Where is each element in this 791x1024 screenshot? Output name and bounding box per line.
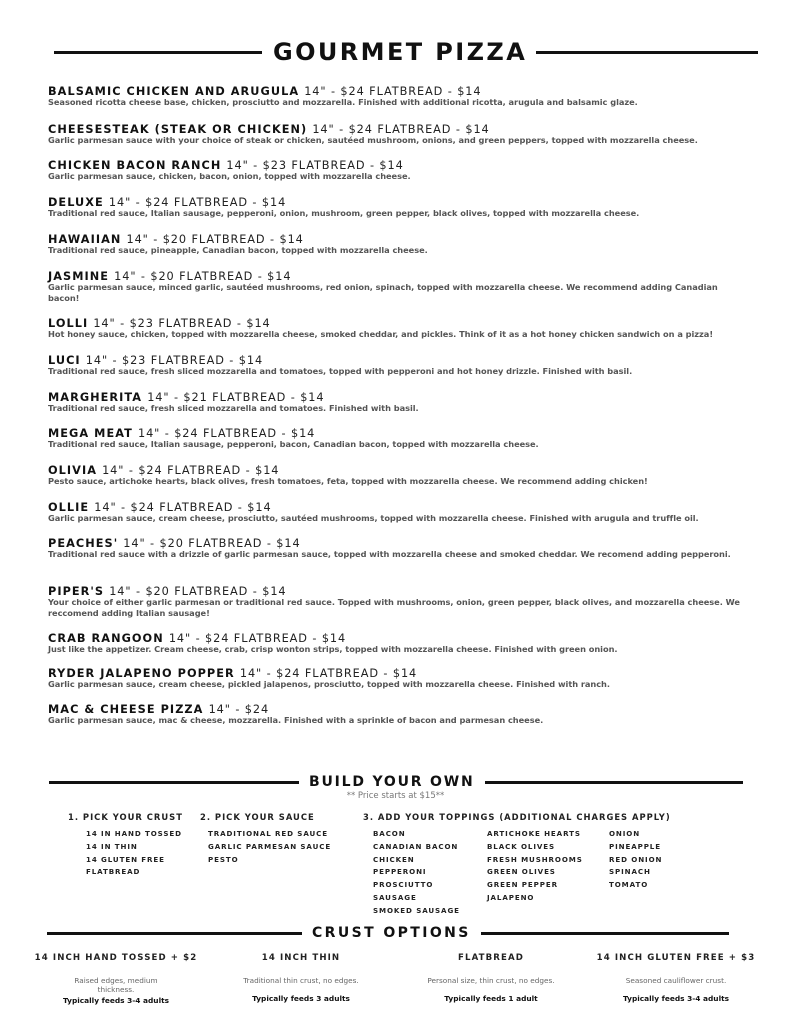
pizza-name: RYDER JALAPENO POPPER bbox=[48, 667, 235, 680]
pizza-name: HAWAIIAN bbox=[48, 233, 122, 246]
pizza-price: 14" - $24 bbox=[208, 703, 270, 716]
pizza-description: Hot honey sauce, chicken, topped with mozzarella cheese, smoked cheddar, and pickles. Think of it as a hot honey chicken sandwich on a pizza! bbox=[48, 329, 714, 339]
pizza-description: Traditional red sauce with a drizzle of garlic parmesan sauce, topped with mozzarella cheese and smoked cheddar. We recomend adding pepperoni. bbox=[48, 549, 731, 559]
pizza-header bbox=[48, 629, 748, 644]
topping-option: ONION bbox=[609, 829, 641, 838]
pizza-name: BALSAMIC CHICKEN AND ARUGULA bbox=[48, 85, 300, 98]
topping-option: PEPPERONI bbox=[373, 867, 427, 877]
topping-option: PROSCIUTTO bbox=[373, 880, 434, 890]
pizza-price: 14" - $23 FLATBREAD - $14 bbox=[93, 317, 271, 330]
pizza-price: 14" - $24 FLATBREAD - $14 bbox=[168, 632, 347, 645]
pizza-item bbox=[48, 582, 748, 619]
pizza-header bbox=[48, 424, 748, 439]
sauce-option: TRADITIONAL RED SAUCE bbox=[208, 829, 329, 838]
pizza-description: Traditional red sauce, pineapple, Canadian bacon, topped with mozzarella cheese. bbox=[48, 245, 428, 255]
pizza-name: MEGA MEAT bbox=[48, 427, 133, 440]
pizza-header bbox=[48, 193, 748, 208]
topping-option: BACON bbox=[373, 829, 406, 838]
pizza-header bbox=[48, 582, 748, 597]
crust-feeds: Typically feeds 3-4 adults bbox=[622, 994, 730, 1003]
toppings-column-3 bbox=[609, 828, 662, 892]
sauce-option: PESTO bbox=[208, 854, 239, 864]
pizza-description: Traditional red sauce, Italian sausage, pepperoni, bacon, Canadian bacon, topped with mozzarella cheese. bbox=[48, 439, 539, 449]
pizza-price: 14" - $20 FLATBREAD - $14 bbox=[126, 233, 304, 246]
pizza-description: Your choice of either garlic parmesan or traditional red sauce. Topped with mushrooms, onion, green pepper, black olives, and mozzarella cheese. We reccomend adding Italian sausage! bbox=[48, 597, 740, 618]
crust-description: Personal size, thin crust, no edges. bbox=[427, 976, 555, 985]
sauce-option: GARLIC PARMESAN SAUCE bbox=[208, 841, 332, 851]
crust-feeds: Typically feeds 3-4 adults bbox=[62, 996, 170, 1005]
pizza-name: CHEESESTEAK (STEAK OR CHICKEN) bbox=[48, 123, 308, 136]
crust-option: FLATBREAD bbox=[86, 867, 141, 877]
topping-option: SAUSAGE bbox=[373, 892, 417, 902]
pizza-header bbox=[48, 120, 748, 135]
pizza-item bbox=[48, 193, 748, 219]
toppings-column-1 bbox=[373, 828, 460, 918]
pizza-item bbox=[48, 267, 748, 304]
topping-option: ARTICHOKE HEARTS bbox=[487, 829, 581, 838]
crust-feeds: Typically feeds 3 adults bbox=[252, 994, 350, 1003]
crust-name: 14 INCH THIN bbox=[261, 953, 341, 963]
topping-option: CANADIAN BACON bbox=[373, 841, 459, 851]
topping-option: GREEN PEPPER bbox=[487, 880, 558, 890]
price-note: ** Price starts at $15** bbox=[346, 791, 445, 801]
pizza-price: 14" - $20 FLATBREAD - $14 bbox=[109, 585, 287, 598]
pizza-description: Traditional red sauce, fresh sliced mozzarella and tomatoes, topped with pepperoni and hot honey drizzle. Finished with basil. bbox=[48, 366, 633, 376]
pizza-name: OLIVIA bbox=[48, 464, 97, 477]
topping-option: FRESH MUSHROOMS bbox=[487, 854, 583, 864]
pizza-header bbox=[48, 156, 748, 171]
divider-line bbox=[49, 781, 299, 784]
crust-option-list bbox=[86, 828, 182, 879]
pizza-header bbox=[48, 267, 748, 282]
pizza-header bbox=[48, 82, 748, 97]
pizza-header bbox=[48, 664, 748, 679]
pizza-description: Garlic parmesan sauce, minced garlic, sautéed mushrooms, red onion, spinach, topped with mozzarella cheese. We recommend adding Canadian bacon! bbox=[48, 282, 718, 303]
pizza-price: 14" - $23 FLATBREAD - $14 bbox=[85, 354, 264, 367]
pizza-description: Pesto sauce, artichoke hearts, black olives, fresh tomatoes, feta, topped with mozzarella cheese. We recommend adding chicken! bbox=[48, 476, 648, 486]
toppings-title: 3. ADD YOUR TOPPINGS (ADDITIONAL CHARGES APPLY) bbox=[363, 812, 671, 822]
gourmet-pizza-header bbox=[0, 38, 791, 66]
pizza-description: Garlic parmesan sauce, chicken, bacon, onion, topped with mozzarella cheese. bbox=[48, 171, 411, 181]
pizza-description: Just like the appetizer. Cream cheese, crab, crisp wonton strips, topped with mozzarella cheese. Finished with green onion. bbox=[48, 644, 618, 654]
pizza-name: LUCI bbox=[48, 354, 81, 367]
pizza-description: Garlic parmesan sauce, cream cheese, pickled jalapenos, prosciutto, topped with mozzarella cheese. Finished with ranch. bbox=[48, 679, 610, 689]
pizza-description: Traditional red sauce, Italian sausage, pepperoni, onion, mushroom, green pepper, black olives, topped with mozzarella cheese. bbox=[48, 208, 640, 218]
pizza-price: 14" - $24 FLATBREAD - $14 bbox=[312, 123, 490, 136]
pizza-item bbox=[48, 700, 748, 726]
topping-option: JALAPENO bbox=[487, 892, 535, 902]
topping-option: SPINACH bbox=[609, 867, 651, 877]
pizza-header bbox=[48, 314, 748, 329]
section-title: BUILD YOUR OWN bbox=[309, 774, 475, 790]
sauce-option-list bbox=[208, 828, 331, 866]
pizza-item bbox=[48, 120, 748, 146]
pizza-header bbox=[48, 230, 748, 245]
divider-line bbox=[47, 932, 302, 935]
pizza-item bbox=[48, 664, 748, 690]
pizza-header bbox=[48, 700, 748, 715]
pizza-price: 14" - $23 FLATBREAD - $14 bbox=[226, 159, 404, 172]
pizza-description: Garlic parmesan sauce with your choice of steak or chicken, sautéed mushroom, onions, and green peppers, topped with mozzarella cheese. bbox=[48, 135, 698, 145]
pizza-item bbox=[48, 314, 748, 340]
pizza-header bbox=[48, 461, 748, 476]
section-title: GOURMET PIZZA bbox=[273, 38, 528, 66]
crust-name: 14 INCH GLUTEN FREE + $3 bbox=[596, 953, 756, 963]
pizza-item bbox=[48, 156, 748, 182]
topping-option: CHICKEN bbox=[373, 854, 415, 864]
pizza-name: JASMINE bbox=[48, 270, 110, 283]
divider-line bbox=[54, 51, 262, 54]
crust-option-hand-tossed bbox=[30, 953, 202, 1005]
crust-option: 14 IN THIN bbox=[86, 841, 138, 851]
topping-option: TOMATO bbox=[609, 880, 649, 890]
pizza-description: Garlic parmesan sauce, mac & cheese, mozzarella. Finished with a sprinkle of bacon and parmesan cheese. bbox=[48, 715, 544, 725]
pick-sauce-title: 2. PICK YOUR SAUCE bbox=[200, 812, 315, 822]
pizza-price: 14" - $24 FLATBREAD - $14 bbox=[94, 501, 272, 514]
pizza-description: Traditional red sauce, fresh sliced mozzarella and tomatoes. Finished with basil. bbox=[48, 403, 419, 413]
divider-line bbox=[481, 932, 729, 935]
pizza-header bbox=[48, 534, 748, 549]
topping-option: BLACK OLIVES bbox=[487, 841, 556, 851]
pizza-header bbox=[48, 498, 748, 513]
topping-option: SMOKED SAUSAGE bbox=[373, 905, 460, 915]
pizza-item bbox=[48, 82, 748, 108]
crust-description: Seasoned cauliflower crust. bbox=[625, 976, 727, 985]
crust-option: 14 GLUTEN FREE bbox=[86, 854, 165, 864]
crust-description: Raised edges, medium thickness. bbox=[74, 976, 158, 994]
pick-crust-title: 1. PICK YOUR CRUST bbox=[68, 812, 183, 822]
pizza-item bbox=[48, 629, 748, 655]
pizza-name: LOLLI bbox=[48, 317, 89, 330]
pizza-description: Seasoned ricotta cheese base, chicken, prosciutto and mozzarella. Finished with additional ricotta, arugula and balsamic glaze. bbox=[48, 97, 638, 107]
pizza-name: OLLIE bbox=[48, 501, 90, 514]
build-your-own-header bbox=[0, 774, 791, 790]
crust-option: 14 IN HAND TOSSED bbox=[86, 829, 182, 838]
pizza-price: 14" - $24 FLATBREAD - $14 bbox=[108, 196, 287, 209]
crust-option-flatbread bbox=[405, 953, 577, 1003]
pizza-item bbox=[48, 534, 748, 560]
divider-line bbox=[536, 51, 758, 54]
crust-name: 14 INCH HAND TOSSED + $2 bbox=[34, 953, 198, 963]
pizza-price: 14" - $24 FLATBREAD - $14 bbox=[137, 427, 316, 440]
pizza-price: 14" - $20 FLATBREAD - $14 bbox=[123, 537, 301, 550]
pizza-price: 14" - $20 FLATBREAD - $14 bbox=[114, 270, 292, 283]
pizza-header bbox=[48, 388, 748, 403]
crust-name: FLATBREAD bbox=[458, 953, 524, 963]
crust-option-thin bbox=[215, 953, 387, 1003]
topping-option: GREEN OLIVES bbox=[487, 867, 556, 877]
pizza-item bbox=[48, 498, 748, 524]
topping-option: PINEAPPLE bbox=[609, 841, 661, 851]
divider-line bbox=[485, 781, 743, 784]
crust-options-header bbox=[0, 925, 791, 941]
pizza-item bbox=[48, 388, 748, 414]
pizza-description: Garlic parmesan sauce, cream cheese, prosciutto, sautéed mushrooms, topped with mozzarella cheese. Finished with arugula and truffle oil. bbox=[48, 513, 699, 523]
pizza-name: DELUXE bbox=[48, 196, 104, 209]
crust-option-gluten-free bbox=[590, 953, 762, 1003]
pizza-item bbox=[48, 424, 748, 450]
pizza-name: CRAB RANGOON bbox=[48, 632, 164, 645]
pizza-header bbox=[48, 351, 748, 366]
crust-feeds: Typically feeds 1 adult bbox=[444, 994, 538, 1003]
pizza-price: 14" - $21 FLATBREAD - $14 bbox=[147, 391, 325, 404]
pizza-name: CHICKEN BACON RANCH bbox=[48, 159, 222, 172]
pizza-item bbox=[48, 461, 748, 487]
pizza-name: MAC & CHEESE PIZZA bbox=[48, 703, 204, 716]
pizza-item bbox=[48, 351, 748, 377]
pizza-price: 14" - $24 FLATBREAD - $14 bbox=[102, 464, 280, 477]
pizza-name: PEACHES' bbox=[48, 537, 119, 550]
pizza-name: MARGHERITA bbox=[48, 391, 143, 404]
pizza-price: 14" - $24 FLATBREAD - $14 bbox=[304, 85, 482, 98]
crust-description: Traditional thin crust, no edges. bbox=[243, 976, 359, 985]
pizza-name: PIPER'S bbox=[48, 585, 105, 598]
pizza-item bbox=[48, 230, 748, 256]
section-title: CRUST OPTIONS bbox=[312, 925, 471, 941]
toppings-column-2 bbox=[487, 828, 583, 905]
topping-option: RED ONION bbox=[609, 854, 663, 864]
pizza-price: 14" - $24 FLATBREAD - $14 bbox=[239, 667, 418, 680]
